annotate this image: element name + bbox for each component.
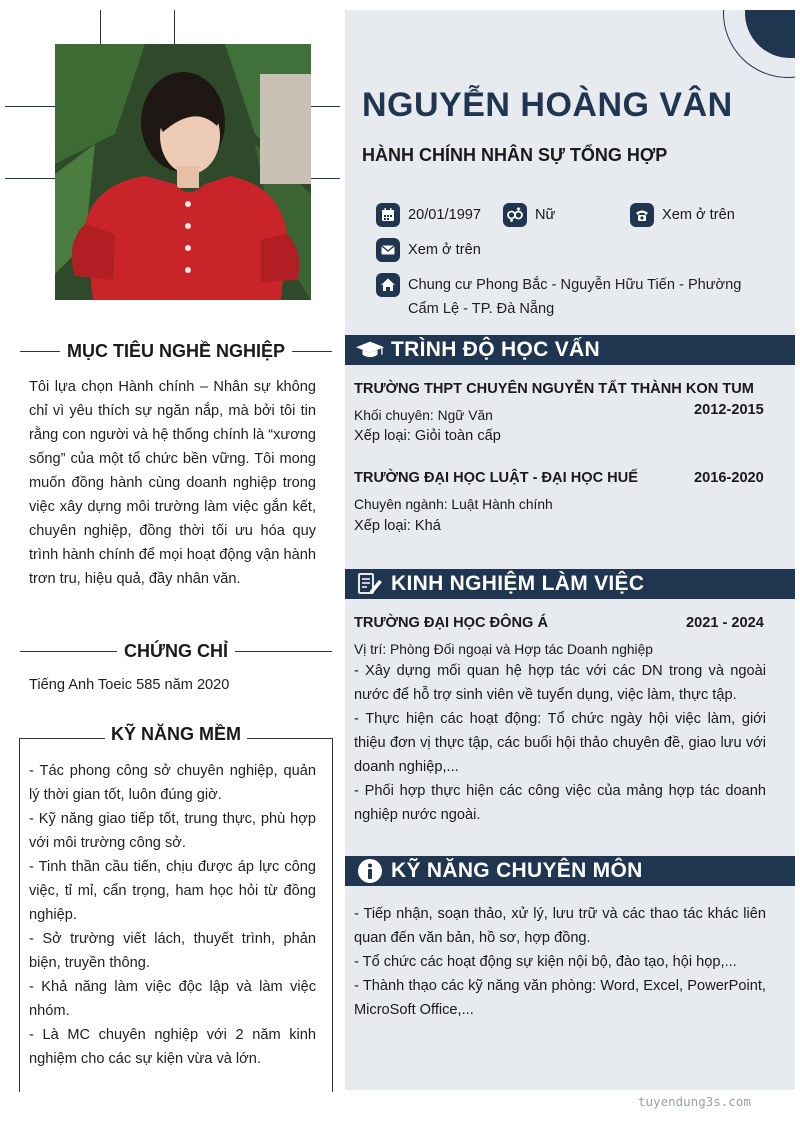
soft-skills-heading — [19, 724, 333, 745]
calendar-icon — [376, 203, 400, 227]
list-item: - Xây dựng mối quan hệ hợp tác với các DN trong và ngoài nước để hỗ trợ sinh viên về tuyển dụng, việc làm, thực tập. — [354, 663, 766, 703]
certificates-heading — [20, 641, 332, 662]
school-name: TRƯỜNG THPT CHUYÊN NGUYỄN TẤT THÀNH KON TUM — [354, 381, 754, 397]
company-name: TRƯỜNG ĐẠI HỌC ĐÔNG Á — [354, 615, 549, 631]
email-info — [376, 238, 481, 262]
photo-frame-line — [100, 10, 101, 44]
address-info — [376, 273, 776, 321]
photo-frame-line — [5, 178, 55, 179]
experience-title: KINH NGHIỆM LÀM VIỆC — [391, 572, 645, 595]
certificate-item: Tiếng Anh Toeic 585 năm 2020 — [29, 677, 230, 693]
school-detail: Xếp loại: Giỏi toàn cấp — [354, 428, 501, 444]
list-item: - Khả năng làm việc độc lập và làm việc nhóm. — [29, 979, 316, 1019]
objective-heading — [20, 341, 332, 362]
school-detail: Khối chuyên: Ngữ Văn — [354, 408, 493, 423]
education-title: TRÌNH ĐỘ HỌC VẤN — [391, 338, 600, 361]
birthdate-info — [376, 203, 481, 227]
candidate-name: NGUYỄN HOÀNG VÂN — [362, 86, 733, 124]
gender-value: Nữ — [535, 207, 556, 223]
graduation-cap-icon — [355, 337, 385, 363]
mail-icon — [376, 238, 400, 262]
professional-skills-title: KỸ NĂNG CHUYÊN MÔN — [391, 859, 643, 882]
profile-photo — [55, 44, 311, 300]
school-years: 2012-2015 — [694, 402, 764, 418]
watermark: tuyendung3s.com — [638, 1094, 751, 1109]
list-item: - Thực hiện các hoạt động: Tổ chức ngày hội việc làm, giới thiệu đơn vị thực tập, các buổi hội thảo chuyên đề, giao lưu với doanh nghiệp,... — [354, 711, 766, 775]
phone-info — [630, 203, 735, 227]
objective-text: Tôi lựa chọn Hành chính – Nhân sự không chỉ vì yêu thích sự ngăn nắp, mà bởi tôi tin rằng con người và hệ thống chính là “xương sống” của một tổ chức bền vững. Tôi mong muốn đồng hành cùng doanh nghiệp trong việc xây dựng môi trường làm việc gắn kết, chuyên nghiệp, đồng thời tối ưu hóa quy trình hành chính để mọi hoạt động vận hành trơn tru, hiệu quả, đầy nhân văn. — [29, 379, 316, 587]
experience-header — [345, 569, 795, 599]
document-pen-icon — [355, 571, 385, 597]
job-position: Vị trí: Phòng Đối ngoại và Hợp tác Doanh nghiệp — [354, 642, 653, 657]
list-item: - Thành thạo các kỹ năng văn phòng: Word, Excel, PowerPoint, MicroSoft Office,... — [354, 978, 766, 1018]
soft-skills-list — [29, 759, 316, 1071]
school-name: TRƯỜNG ĐẠI HỌC LUẬT - ĐẠI HỌC HUẾ — [354, 470, 638, 486]
portrait-illustration — [55, 44, 311, 300]
divider — [292, 351, 332, 353]
list-item: - Kỹ năng giao tiếp tốt, trung thực, phù hợp với môi trường công sở. — [29, 811, 316, 851]
professional-skills-header — [345, 856, 795, 886]
gender-icon — [503, 203, 527, 227]
list-item: - Tinh thần cầu tiến, chịu được áp lực công việc, tỉ mỉ, cẩn trọng, ham học hỏi từ đồng nghiệp. — [29, 859, 316, 923]
birthdate-value: 20/01/1997 — [408, 207, 482, 223]
email-value: Xem ở trên — [408, 242, 481, 258]
professional-skills-list — [354, 902, 766, 1022]
list-item: - Sở trường viết lách, thuyết trình, phản biện, truyền thông. — [29, 931, 316, 971]
certificates-title: CHỨNG CHỈ — [124, 641, 228, 661]
divider — [20, 351, 60, 353]
experience-list — [354, 659, 766, 827]
photo-frame-line — [311, 106, 340, 107]
divider — [20, 651, 117, 653]
info-icon — [355, 858, 385, 884]
school-detail: Xếp loại: Khá — [354, 518, 441, 534]
home-icon — [376, 273, 400, 297]
gender-info — [503, 203, 555, 227]
list-item: - Là MC chuyên nghiệp với 2 năm kinh nghiệm cho các sự kiện vừa và lớn. — [29, 1027, 316, 1067]
photo-frame-line — [5, 106, 55, 107]
list-item: - Tổ chức các hoạt động sự kiện nội bộ, đào tạo, hội họp,... — [354, 954, 737, 970]
phone-icon — [630, 203, 654, 227]
list-item: - Phối hợp thực hiện các công việc của mảng hợp tác doanh nghiệp nước ngoài. — [354, 783, 766, 823]
address-line: Cẩm Lệ - TP. Đà Nẵng — [408, 301, 555, 317]
company-years: 2021 - 2024 — [686, 615, 764, 631]
phone-value: Xem ở trên — [662, 207, 735, 223]
photo-frame-line — [174, 10, 175, 44]
address-line: Chung cư Phong Bắc - Nguyễn Hữu Tiến - Phường — [408, 277, 742, 293]
address-text — [408, 273, 741, 321]
soft-skills-title: KỸ NĂNG MỀM — [105, 724, 247, 744]
school-detail: Chuyên ngành: Luật Hành chính — [354, 497, 553, 512]
objective-title: MỤC TIÊU NGHỀ NGHIỆP — [67, 341, 286, 361]
education-header — [345, 335, 795, 365]
school-years: 2016-2020 — [694, 470, 764, 486]
job-title: HÀNH CHÍNH NHÂN SỰ TỔNG HỢP — [362, 145, 668, 165]
photo-frame-line — [311, 178, 340, 179]
divider — [235, 651, 332, 653]
list-item: - Tiếp nhận, soạn thảo, xử lý, lưu trữ và các thao tác khác liên quan đến văn bản, hồ sơ, hợp đồng. — [354, 906, 766, 946]
list-item: - Tác phong công sở chuyên nghiệp, quản lý thời gian tốt, luôn đúng giờ. — [29, 763, 316, 803]
